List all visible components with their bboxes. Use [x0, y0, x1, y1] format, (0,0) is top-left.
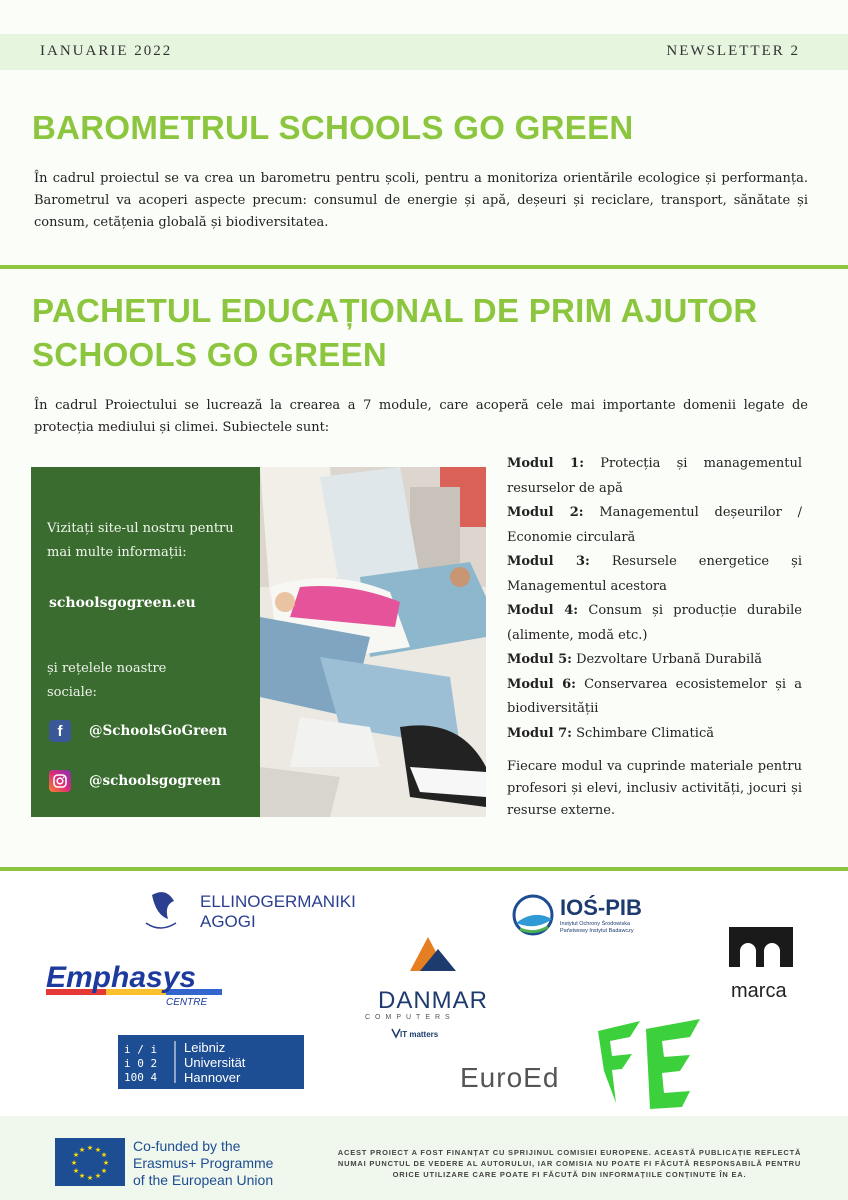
svg-text:★: ★	[72, 1167, 80, 1175]
module-item: Modul 3: Resursele energetice și Managementul acestora	[507, 554, 802, 594]
svg-text:ELLINOGERMANIKI: ELLINOGERMANIKI	[200, 892, 356, 911]
module-item: Modul 2: Managementul deșeurilor / Economie circulară	[507, 505, 802, 545]
modules-list	[507, 452, 802, 822]
svg-text:Leibniz: Leibniz	[184, 1040, 226, 1055]
website-link[interactable]: schoolsgogreen.eu	[49, 595, 196, 611]
svg-text:IT matters: IT matters	[400, 1030, 439, 1039]
module-item: Modul 4: Consum și producție durabile (alimente, modă etc.)	[507, 603, 802, 643]
svg-text:★: ★	[100, 1151, 108, 1159]
module-item: Modul 7: Schimbare Climatică	[507, 725, 714, 741]
svg-text:DANMAR: DANMAR	[378, 987, 489, 1014]
svg-text:Państwowy Instytut Badawczy: Państwowy Instytut Badawczy	[560, 928, 634, 934]
euroed-logo	[460, 1019, 700, 1109]
svg-text:Universität: Universität	[184, 1055, 246, 1070]
emphasys-logo	[46, 961, 222, 1008]
facebook-handle: @SchoolsGoGreen	[89, 723, 228, 739]
svg-text:Emphasys: Emphasys	[46, 961, 197, 994]
svg-text:★: ★	[86, 1144, 94, 1152]
students-photo	[260, 467, 486, 817]
instagram-handle: @schoolsgogreen	[89, 773, 221, 789]
svg-text:AGOGI: AGOGI	[200, 912, 256, 931]
svg-text:i / i: i / i	[124, 1043, 158, 1056]
svg-text:Hannover: Hannover	[184, 1070, 241, 1085]
eu-flag-icon	[55, 1138, 125, 1186]
svg-text:CENTRE: CENTRE	[166, 997, 208, 1008]
social-text: și rețelele noastre sociale:	[47, 661, 167, 700]
svg-text:★: ★	[78, 1146, 86, 1154]
section2-title-line1: PACHETUL EDUCAȚIONAL DE PRIM AJUTOR	[32, 292, 758, 329]
partner-logos	[0, 871, 848, 1116]
facebook-row[interactable]	[49, 720, 227, 742]
svg-text:IOŚ-PIB: IOŚ-PIB	[560, 895, 642, 920]
header-bar	[0, 34, 848, 70]
svg-text:★: ★	[94, 1172, 102, 1180]
section1-body: În cadrul proiectul se va crea un barometru pentru școli, pentru a monitoriza orientările ecologice și performanța. Barometrul va acoperi aspecte precum: consumul de energie și apă, deșeuri și reciclare, transport, sănătate și consum, cetățenia globală și biodiversitatea.	[34, 171, 808, 230]
issue-date: IANUARIE 2022	[40, 43, 173, 59]
svg-text:★: ★	[70, 1159, 78, 1167]
marca-logo	[729, 927, 793, 1002]
section1-title: BAROMETRUL SCHOOLS GO GREEN	[32, 109, 634, 146]
instagram-icon	[49, 770, 71, 792]
module-item: Modul 1: Protecția și managementul resurselor de apă	[507, 456, 803, 496]
svg-text:EuroEd: EuroEd	[460, 1062, 560, 1093]
modules-note: Fiecare modul va cuprinde materiale pentru profesori și elevi, inclusiv activități, jocuri și resurse externe.	[507, 759, 802, 818]
module-item: Modul 6: Conservarea ecosistemelor și a biodiversității	[507, 676, 802, 716]
leibniz-logo	[118, 1035, 304, 1089]
danmar-logo	[365, 937, 488, 1039]
svg-text:COMPUTERS: COMPUTERS	[365, 1014, 455, 1021]
contact-box	[31, 467, 260, 817]
section2-body: În cadrul Proiectului se lucrează la crearea a 7 module, care acoperă cele mai importante domenii legate de protecția mediului și climei. Subiectele sunt:	[34, 398, 808, 435]
issue-number: NEWSLETTER 2	[666, 43, 800, 59]
svg-text:★: ★	[72, 1151, 80, 1159]
svg-text:marca: marca	[731, 980, 787, 1002]
section2-title-line2: SCHOOLS GO GREEN	[32, 336, 388, 373]
module-item: Modul 5: Dezvoltare Urbană Durabilă	[507, 652, 763, 667]
facebook-icon: f	[49, 720, 71, 742]
svg-text:★: ★	[86, 1174, 94, 1182]
svg-text:★: ★	[102, 1159, 110, 1167]
visit-text: Vizitați site-ul nostru pentru mai multe informații:	[47, 521, 234, 560]
svg-text:Instytut Ochrony Środowiska: Instytut Ochrony Środowiska	[560, 921, 631, 927]
svg-text:★: ★	[78, 1172, 86, 1180]
svg-text:100 4: 100 4	[124, 1071, 158, 1084]
svg-text:i 0 2: i 0 2	[124, 1057, 158, 1070]
instagram-row[interactable]	[49, 770, 221, 792]
section-divider	[0, 265, 848, 269]
svg-text:★: ★	[94, 1146, 102, 1154]
eu-disclaimer: ACEST PROIECT A FOST FINANȚAT CU SPRIJINUL COMISIEI EUROPENE. ACEASTĂ PUBLICAȚIE REFLECTĂ NUMAI PUNCTUL DE VEDERE AL AUTORULUI, IAR COMISIA NU POATE FI FĂCUTĂ RESPONSABILĂ PENTRU ORICE UTILIZARE CARE POATE FI FĂCUTĂ DIN INFORMAȚIILE CONȚINUTE ÎN EA.	[337, 1148, 802, 1179]
ios-pib-logo	[514, 895, 642, 934]
ellinogermaniki-logo	[140, 887, 368, 933]
eu-funding-text: Co-funded by the Erasmus+ Programme of the European Union	[133, 1138, 274, 1188]
svg-text:★: ★	[100, 1167, 108, 1175]
